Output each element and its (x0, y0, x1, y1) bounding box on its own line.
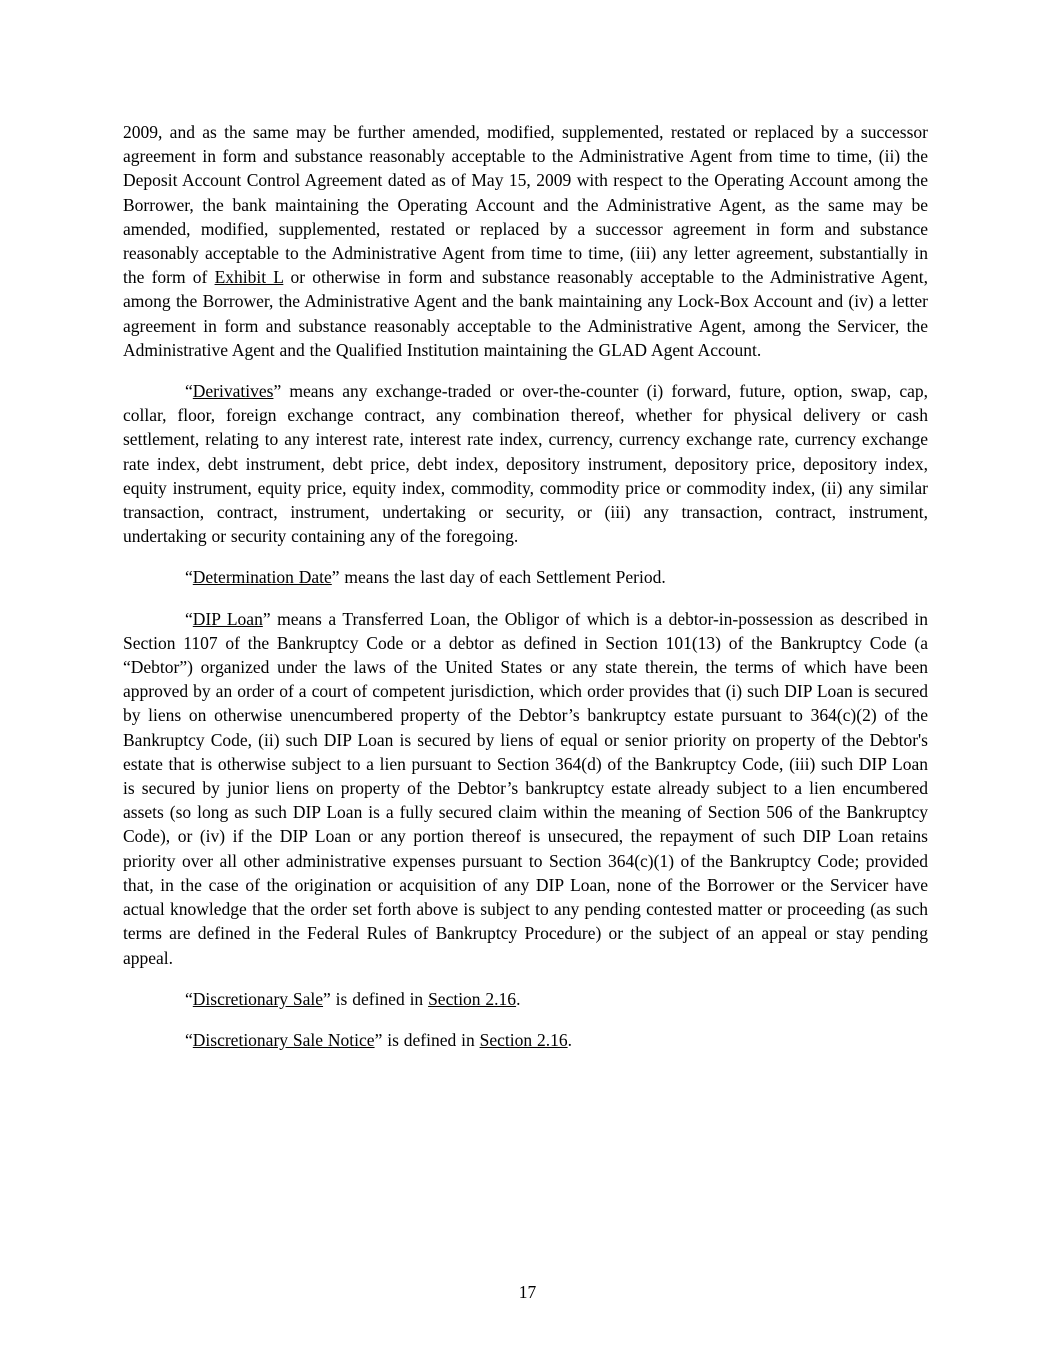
underlined-term: Exhibit L (214, 267, 284, 288)
paragraph (123, 1028, 928, 1052)
paragraph (123, 565, 928, 589)
text-segment: ” is defined in (374, 1029, 480, 1050)
underlined-term: Derivatives (192, 381, 274, 402)
text-segment: “ (185, 1029, 193, 1050)
underlined-term: Determination Date (192, 567, 332, 588)
text-segment: “ (185, 567, 193, 588)
text-segment: “ (185, 608, 193, 629)
paragraph (123, 379, 928, 548)
text-segment: ” means the last day of each Settlement Period. (331, 567, 666, 588)
text-segment: ” is defined in (323, 988, 429, 1009)
document-body (123, 120, 928, 1069)
underlined-term: DIP Loan (192, 608, 263, 629)
text-segment: 2009, and as the same may be further amended, modified, supplemented, restated or replaced by a successor agreement in form and substance reasonably acceptable to the Administrative Agent from time to time, (ii) the Deposit Account Control Agreement dated as of May 15, 2009 with respect to the Operating Account among the Borrower, the bank maintaining the Operating Account and the Administrative Agent, as the same may be amended, modified, supplemented, restated or replaced by a successor agreement in form and substance reasonably acceptable to the Administrative Agent from time to time, (iii) any letter agreement, substantially in the form of (123, 122, 928, 288)
underlined-term: Discretionary Sale (192, 988, 324, 1009)
text-segment: “ (185, 381, 193, 402)
paragraph (123, 120, 928, 362)
underlined-term: Section 2.16 (428, 988, 517, 1009)
text-segment: ” means a Transferred Loan, the Obligor of which is a debtor-in-possession as described in Section 1107 of the Bankruptcy Code or a debtor as defined in Section 101(13) of the Bankruptcy Code (a “Debtor”) organized under the laws of the United States or any state therein, the terms of which have been approved by an order of a court of competent jurisdiction, which order provides that (i) such DIP Loan is secured by liens on otherwise unencumbered property of the Debtor’s bankruptcy estate pursuant to 364(c)(2) of the Bankruptcy Code, (ii) such DIP Loan is secured by liens of equal or senior priority on property of the Debtor's estate that is otherwise subject to a lien pursuant to Section 364(d) of the Bankruptcy Code, (iii) such DIP Loan is secured by junior liens on property of the Debtor’s bankruptcy estate already subject to a lien encumbered assets (so long as such DIP Loan is a fully secured claim within the meaning of Section 506 of the Bankruptcy Code), or (iv) if the DIP Loan or any portion thereof is unsecured, the repayment of such DIP Loan retains priority over all other administrative expenses pursuant to Section 364(c)(1) of the Bankruptcy Code; provided that, in the case of the origination or acquisition of any DIP Loan, none of the Borrower or the Servicer have actual knowledge that the order set forth above is subject to any pending contested matter or proceeding (as such terms are defined in the Federal Rules of Bankruptcy Procedure) or the subject of an appeal or stay pending appeal. (123, 608, 928, 968)
paragraph (123, 987, 928, 1011)
text-segment: or otherwise in form and substance reasonably acceptable to the Administrative Agent, among the Borrower, the Administrative Agent and the bank maintaining any Lock-Box Account and (iv) a letter agreement in form and substance reasonably acceptable to the Administrative Agent, among the Servicer, the Administrative Agent and the Qualified Institution maintaining the GLAD Agent Account. (123, 267, 928, 360)
paragraph (123, 607, 928, 970)
underlined-term: Section 2.16 (479, 1029, 568, 1050)
underlined-term: Discretionary Sale Notice (192, 1029, 375, 1050)
text-segment: ” means any exchange-traded or over-the-counter (i) forward, future, option, swap, cap, collar, floor, foreign exchange contract, any combination thereof, whether for physical delivery or cash settlement, relating to any interest rate, interest rate index, currency, currency exchange rate, currency exchange rate index, debt instrument, debt price, debt index, depository instrument, depository price, depository index, equity instrument, equity price, equity index, commodity, commodity price or commodity index, (ii) any similar transaction, contract, instrument, undertaking or security, or (iii) any transaction, contract, instrument, undertaking or security containing any of the foregoing. (123, 381, 928, 547)
page-number: 17 (518, 1282, 537, 1302)
text-segment: . (567, 1029, 572, 1050)
text-segment: . (516, 988, 521, 1009)
text-segment: “ (185, 988, 193, 1009)
